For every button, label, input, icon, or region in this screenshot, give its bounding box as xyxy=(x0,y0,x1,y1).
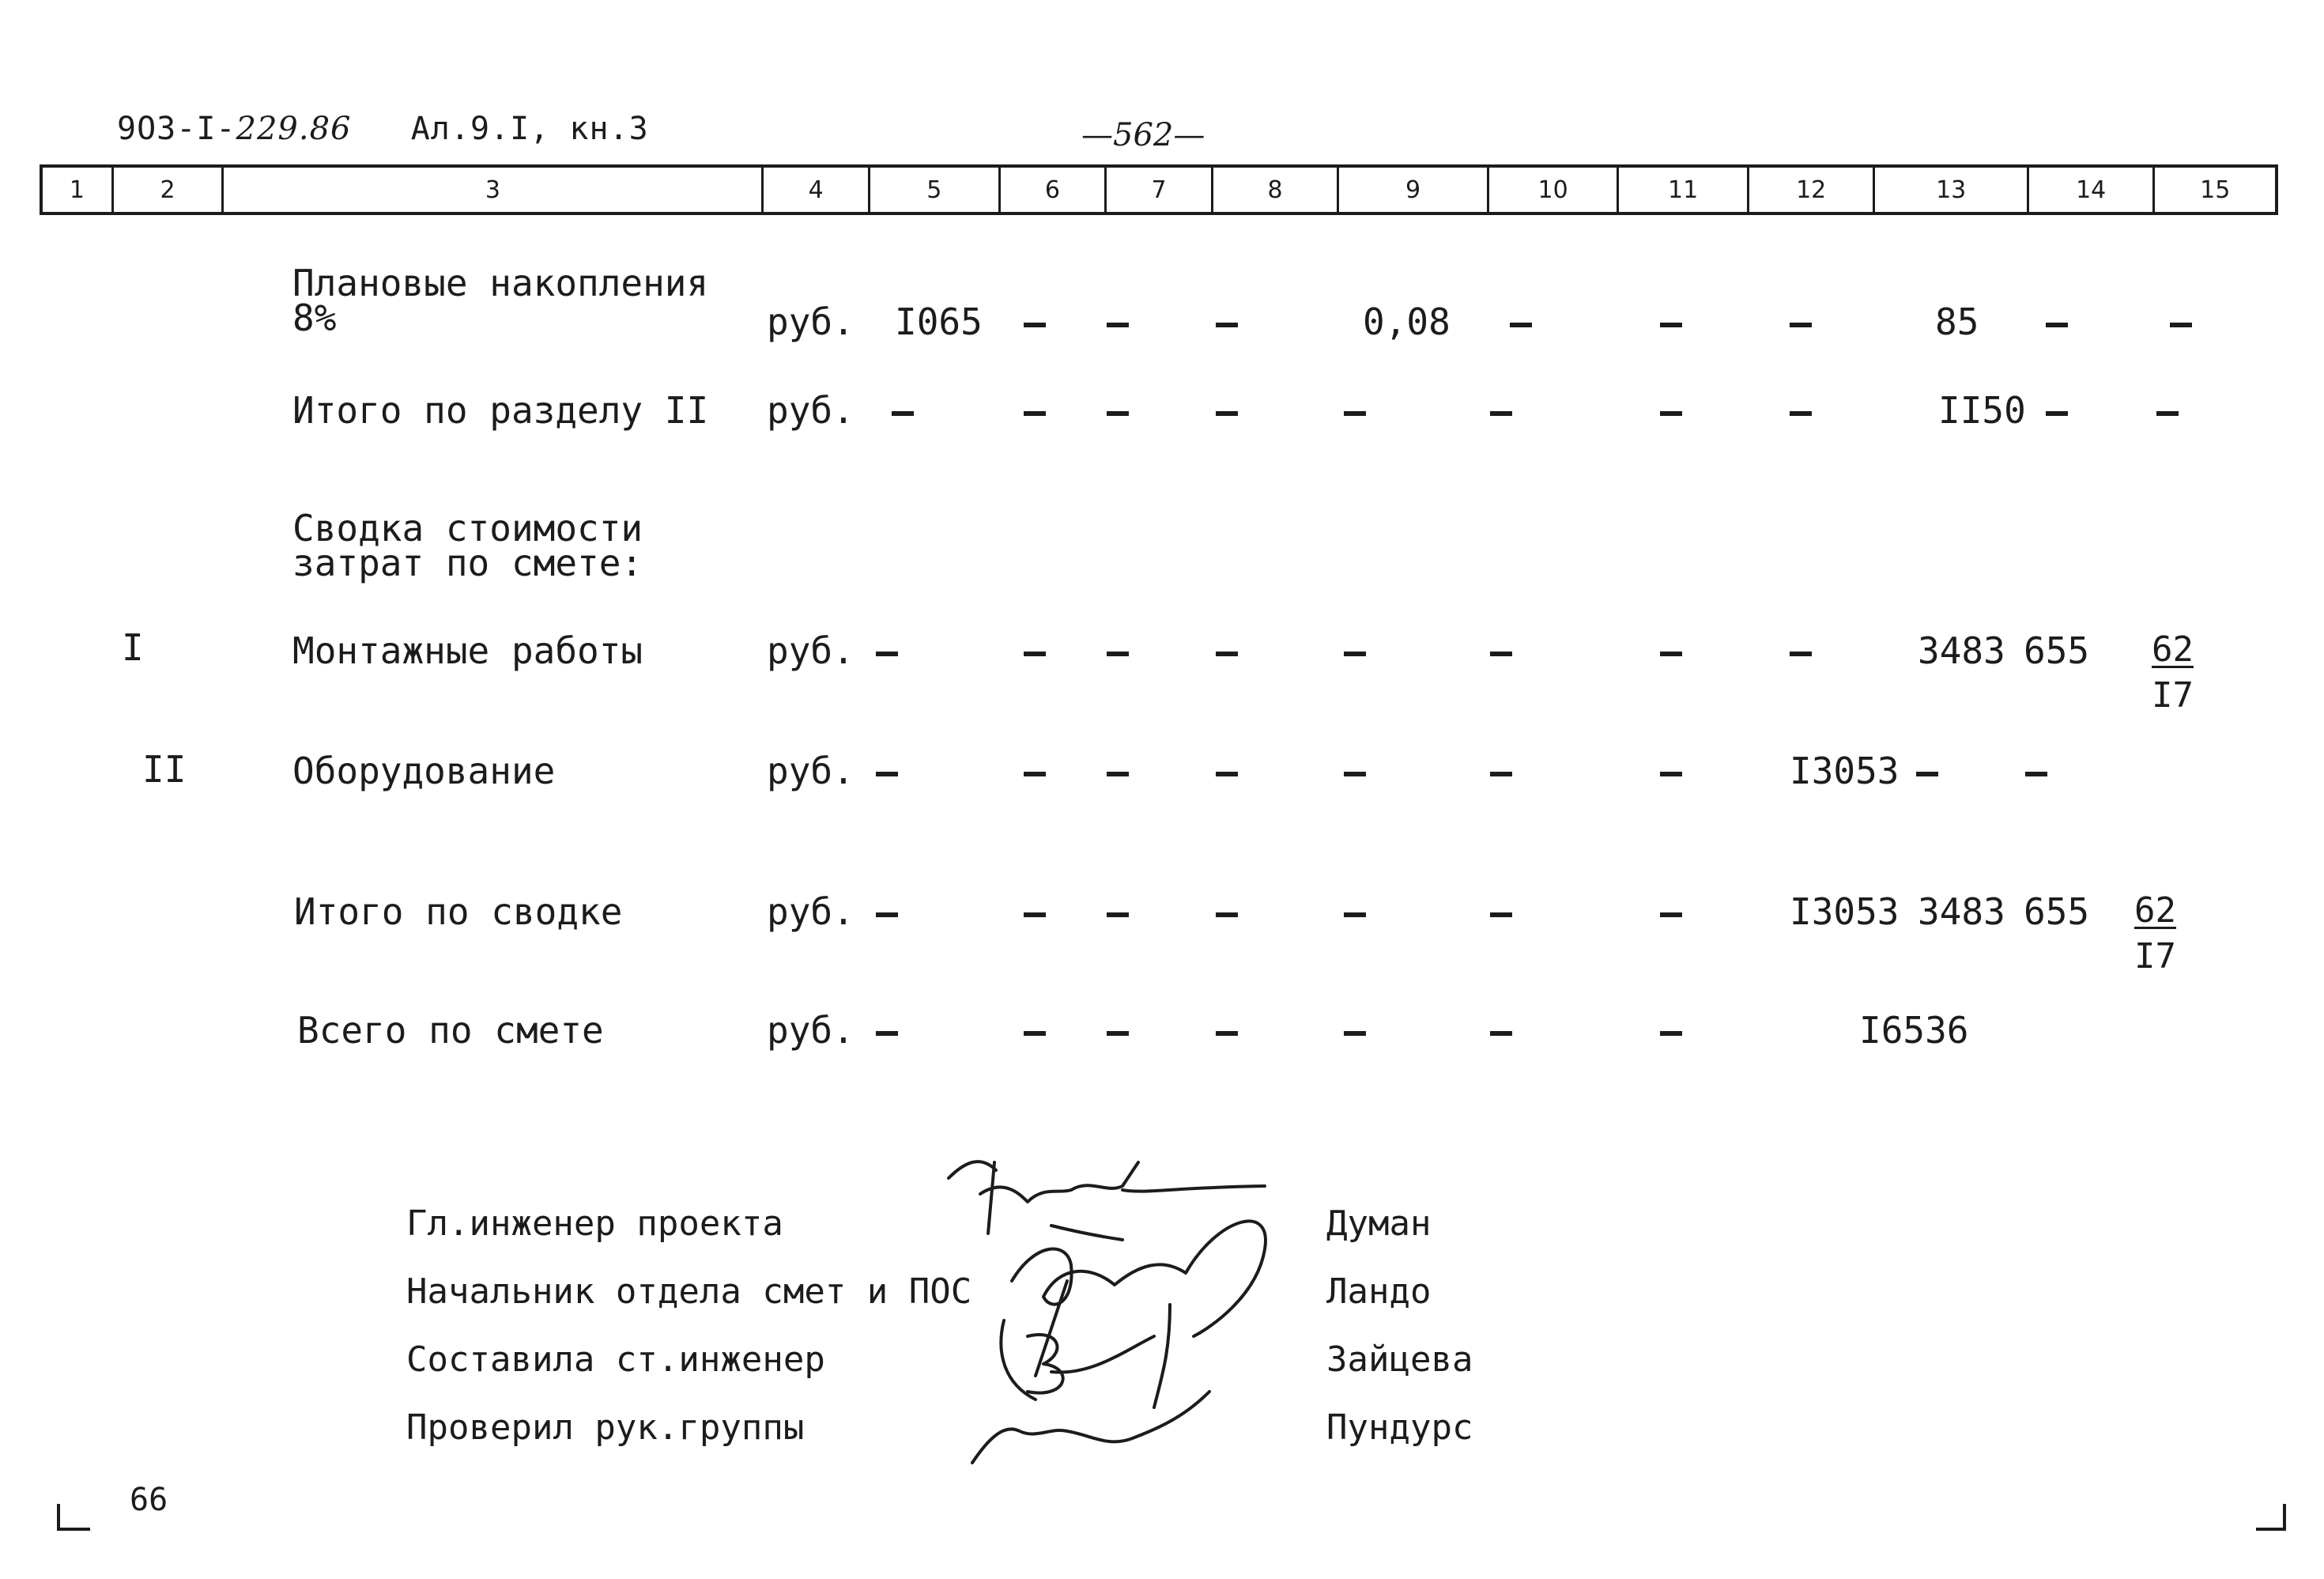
empty-dash xyxy=(1216,1031,1238,1036)
column-header-cell: 10 xyxy=(1489,168,1620,212)
empty-dash xyxy=(1490,652,1512,656)
empty-dash xyxy=(1107,772,1129,776)
column-header-cell: 11 xyxy=(1619,168,1749,212)
summary-heading xyxy=(292,507,643,584)
empty-dash xyxy=(1024,912,1046,917)
empty-dash xyxy=(1490,411,1512,416)
empty-dash xyxy=(1660,1031,1682,1036)
empty-dash xyxy=(1490,1031,1512,1036)
empty-dash xyxy=(2156,411,2179,416)
column-header-cell: 15 xyxy=(2200,176,2231,204)
empty-dash xyxy=(2046,411,2068,416)
empty-dash xyxy=(1490,772,1512,776)
column-header-cell: 12 xyxy=(1749,168,1876,212)
signatory-role: Составила ст.инженер xyxy=(406,1339,825,1380)
cell-col13: 85 xyxy=(1935,300,1979,343)
empty-dash xyxy=(892,411,914,416)
empty-dash xyxy=(876,772,898,776)
empty-dash xyxy=(1024,411,1046,416)
empty-dash xyxy=(2170,323,2192,327)
empty-dash xyxy=(1344,1031,1366,1036)
fraction-denominator: I7 xyxy=(2152,675,2194,716)
row-unit: руб. xyxy=(767,1009,855,1052)
empty-dash xyxy=(1216,652,1238,656)
row-number: II xyxy=(142,748,187,791)
empty-dash xyxy=(876,912,898,917)
signatory-role: Начальник отдела смет и ПОС xyxy=(406,1271,972,1312)
column-header-cell: 8 xyxy=(1213,168,1340,212)
cell-col15-fraction xyxy=(2134,890,2176,976)
empty-dash xyxy=(2025,772,2047,776)
empty-dash xyxy=(876,652,898,656)
empty-dash xyxy=(1790,411,1812,416)
empty-dash xyxy=(1660,411,1682,416)
cell-col15-fraction xyxy=(2152,629,2194,716)
column-header-cell: 5 xyxy=(870,168,1001,212)
empty-dash xyxy=(1344,652,1366,656)
signatory-role: Гл.инженер проекта xyxy=(406,1203,783,1244)
summary-heading-line: затрат по смете: xyxy=(292,542,643,584)
empty-dash xyxy=(1216,772,1238,776)
cell-col13: 3483 xyxy=(1918,629,2005,672)
description-line: 8% xyxy=(292,297,337,339)
column-header-cell: 3 xyxy=(224,168,764,212)
row-unit: руб. xyxy=(767,750,855,792)
empty-dash xyxy=(1916,772,1938,776)
cell-col12: I3053 xyxy=(1790,750,1900,792)
empty-dash xyxy=(1510,323,1532,327)
row-unit: руб. xyxy=(767,890,855,933)
document-code-number: 229.86 xyxy=(236,111,352,147)
signatory-role: Проверил рук.группы xyxy=(406,1407,805,1448)
empty-dash xyxy=(1660,652,1682,656)
row-description: Оборудование xyxy=(292,750,556,792)
empty-dash xyxy=(1024,1031,1046,1036)
signatory-name: Думан xyxy=(1326,1203,1432,1244)
empty-dash xyxy=(2046,323,2068,327)
empty-dash xyxy=(1660,323,1682,327)
row-unit: руб. xyxy=(767,389,855,432)
empty-dash xyxy=(1024,652,1046,656)
empty-dash xyxy=(1216,912,1238,917)
album-reference: Ал.9.I, кн.З xyxy=(410,111,649,147)
handwritten-signatures xyxy=(933,1146,1296,1479)
empty-dash xyxy=(1024,323,1046,327)
empty-dash xyxy=(1024,772,1046,776)
cell-col5: I065 xyxy=(895,300,983,343)
cell-col14: 655 xyxy=(2024,629,2090,672)
column-header-cell: 7 xyxy=(1107,168,1213,212)
corner-mark-right xyxy=(2253,1502,2292,1534)
empty-dash xyxy=(1490,912,1512,917)
row-unit: руб. xyxy=(767,300,855,343)
empty-dash xyxy=(1790,652,1812,656)
column-header-cell: 2 xyxy=(114,168,224,212)
empty-dash xyxy=(1107,411,1129,416)
page-number: —562— xyxy=(1081,117,1205,153)
row-description: Монтажные работы xyxy=(292,629,643,672)
column-header-cell: 1 xyxy=(43,168,114,212)
row-number: I xyxy=(122,626,144,669)
column-header-cell: 6 xyxy=(1001,168,1107,212)
column-header-cell: 13 xyxy=(1875,168,2028,212)
document-code xyxy=(117,111,649,147)
sheet-number: 66 xyxy=(130,1482,168,1518)
cell-col12: I3053 xyxy=(1790,890,1900,933)
empty-dash xyxy=(1660,912,1682,917)
empty-dash xyxy=(1790,323,1812,327)
document-code-prefix: 9ОЗ-I- xyxy=(117,111,236,147)
cell-col13: 3483 xyxy=(1918,890,2005,933)
empty-dash xyxy=(1344,912,1366,917)
empty-dash xyxy=(1107,652,1129,656)
empty-dash xyxy=(1216,411,1238,416)
column-header-cell: 4 xyxy=(764,168,870,212)
row-description: Итого по разделу II xyxy=(292,389,709,432)
row-description: Итого по сводке xyxy=(294,890,623,933)
signatory-name: Зайцева xyxy=(1326,1339,1473,1380)
empty-dash xyxy=(1216,323,1238,327)
signatory-name: Ландо xyxy=(1326,1271,1432,1312)
row-description: Всего по смете xyxy=(297,1009,604,1052)
row-description xyxy=(292,262,709,339)
column-number-header xyxy=(40,164,2278,215)
cell-col14: 655 xyxy=(2024,890,2090,933)
empty-dash xyxy=(1344,411,1366,416)
fraction-numerator: 62 xyxy=(2134,890,2176,931)
fraction-denominator: I7 xyxy=(2134,936,2176,976)
empty-dash xyxy=(1107,912,1129,917)
corner-mark-left xyxy=(55,1502,95,1534)
row-unit: руб. xyxy=(767,629,855,672)
summary-heading-line: Сводка стоимости xyxy=(292,507,643,550)
column-header-cell: 14 xyxy=(2029,168,2156,212)
empty-dash xyxy=(1107,1031,1129,1036)
grand-total-value: I6536 xyxy=(1859,1009,1969,1052)
fraction-numerator: 62 xyxy=(2152,629,2194,670)
signatory-name: Пундурс xyxy=(1326,1407,1473,1448)
description-line: Плановые накопления xyxy=(292,262,709,304)
cell-col9: 0,08 xyxy=(1363,300,1451,343)
empty-dash xyxy=(876,1031,898,1036)
column-header-cell: 9 xyxy=(1339,168,1488,212)
empty-dash xyxy=(1344,772,1366,776)
empty-dash xyxy=(1660,772,1682,776)
empty-dash xyxy=(1107,323,1129,327)
cell-col13: II50 xyxy=(1938,389,2026,432)
